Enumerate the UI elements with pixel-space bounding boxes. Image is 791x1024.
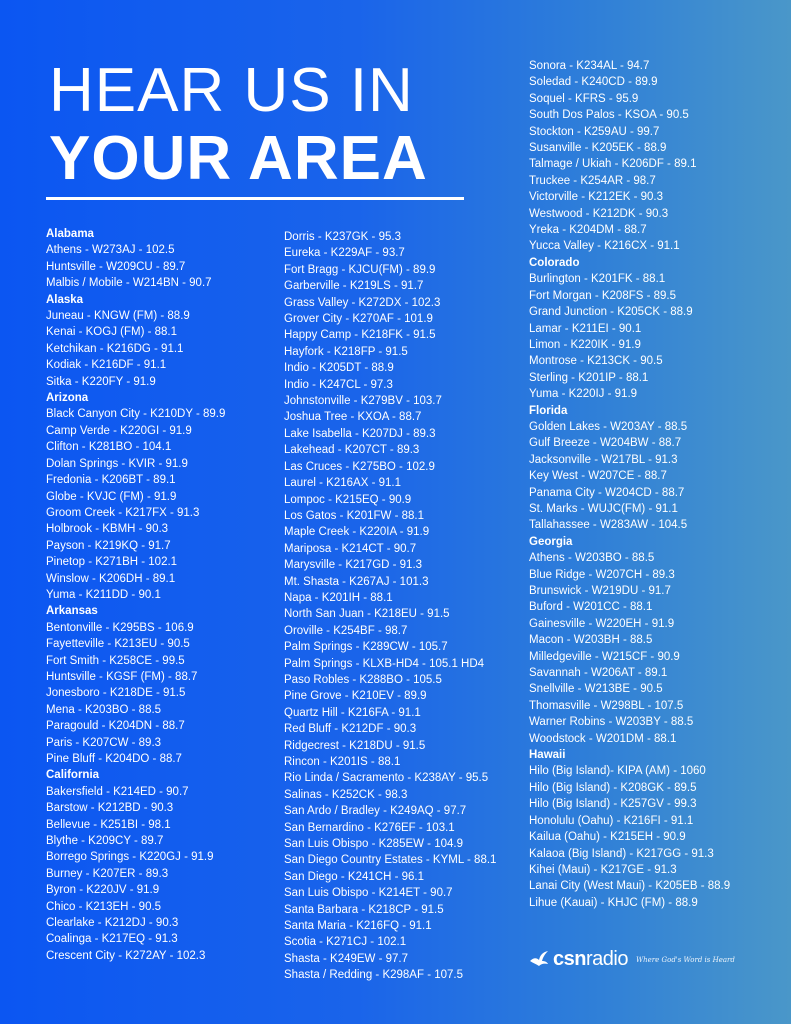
title-line-2: YOUR AREA: [49, 124, 428, 193]
station-listing: San Diego - K241CH - 96.1: [284, 870, 424, 883]
station-listing: Tallahassee - W283AW - 104.5: [529, 519, 688, 532]
station-listing: Huntsville - W209CU - 89.7: [46, 260, 186, 273]
station-listing: Paragould - K204DN - 88.7: [46, 720, 185, 733]
station-listing: Sonora - K234AL - 94.7: [529, 60, 650, 72]
station-listing: Limon - K220IK - 91.9: [529, 338, 641, 351]
state-heading: Arkansas: [46, 605, 98, 618]
station-listing: Victorville - K212EK - 90.3: [529, 191, 664, 204]
station-listing: Athens - W203BO - 88.5: [529, 552, 655, 565]
page-title: [49, 56, 428, 193]
station-listing: Globe - KVJC (FM) - 91.9: [46, 490, 177, 503]
station-listing: Payson - K219KQ - 91.7: [46, 539, 171, 552]
station-listing: Las Cruces - K275BO - 102.9: [284, 460, 435, 473]
station-listing: Blythe - K209CY - 89.7: [46, 835, 164, 848]
station-listing: Quartz Hill - K216FA - 91.1: [284, 706, 421, 719]
station-listing: Huntsville - KGSF (FM) - 88.7: [46, 670, 198, 683]
station-listing: San Diego Country Estates - KYML - 88.1: [284, 854, 497, 867]
station-listing: Montrose - K213CK - 90.5: [529, 355, 663, 368]
station-listing: Fort Morgan - K208FS - 89.5: [529, 289, 677, 302]
station-listing: Blue Ridge - W207CH - 89.3: [529, 568, 675, 581]
station-listing: Winslow - K206DH - 89.1: [46, 572, 176, 585]
station-listing: Santa Maria - K216FQ - 91.1: [284, 920, 432, 933]
station-listing: Lompoc - K215EQ - 90.9: [284, 493, 412, 506]
station-listing: Crescent City - K272AY - 102.3: [46, 949, 206, 962]
station-listing: Pinetop - K271BH - 102.1: [46, 556, 178, 569]
station-listing: Rincon - K201IS - 88.1: [284, 756, 401, 768]
station-listing: Yucca Valley - K216CX - 91.1: [529, 240, 680, 253]
state-heading: Florida: [529, 404, 568, 417]
title-line-1: HEAR US IN: [49, 56, 414, 125]
station-listing: Mt. Shasta - K267AJ - 101.3: [284, 575, 429, 588]
state-heading: Alaska: [46, 293, 84, 306]
station-listing: Westwood - K212DK - 90.3: [529, 207, 669, 220]
station-listing: Palm Springs - K289CW - 105.7: [284, 641, 448, 654]
station-listing: Sitka - K220FY - 91.9: [46, 375, 156, 388]
station-listing: Napa - K201IH - 88.1: [284, 591, 393, 604]
state-heading: Arizona: [46, 392, 89, 405]
station-listing: Grover City - K270AF - 101.9: [284, 313, 433, 326]
station-listing: Golden Lakes - W203AY - 88.5: [529, 420, 688, 433]
station-listing: Happy Camp - K218FK - 91.5: [284, 329, 436, 342]
state-heading: California: [46, 769, 100, 782]
station-listing: Panama City - W204CD - 88.7: [529, 486, 685, 499]
station-column-3: [529, 58, 730, 911]
station-listing: Jacksonville - W217BL - 91.3: [529, 453, 678, 466]
dove-icon: [528, 949, 550, 971]
station-listing: Jonesboro - K218DE - 91.5: [46, 687, 186, 700]
station-listing: Garberville - K219LS - 91.7: [284, 280, 424, 293]
station-listing: Ketchikan - K216DG - 91.1: [46, 342, 184, 355]
station-listing: Clearlake - K212DJ - 90.3: [46, 917, 179, 930]
station-listing: Kihei (Maui) - K217GE - 91.3: [529, 863, 677, 876]
station-listing: St. Marks - WUJC(FM) - 91.1: [529, 502, 678, 515]
station-listing: Holbrook - KBMH - 90.3: [46, 523, 169, 536]
station-listing: Shasta - K249EW - 97.7: [284, 952, 409, 965]
station-listing: Lanai City (West Maui) - K205EB - 88.9: [529, 880, 731, 893]
station-listing: Hayfork - K218FP - 91.5: [284, 345, 408, 358]
station-listing: Lamar - K211EI - 90.1: [529, 322, 642, 335]
station-listing: Groom Creek - K217FX - 91.3: [46, 506, 200, 519]
station-listing: Lakehead - K207CT - 89.3: [284, 444, 420, 457]
station-listing: Fredonia - K206BT - 89.1: [46, 474, 176, 487]
station-listing: South Dos Palos - KSOA - 90.5: [529, 109, 689, 122]
station-listing: Woodstock - W201DM - 88.1: [529, 732, 677, 745]
station-listing: Black Canyon City - K210DY - 89.9: [46, 408, 226, 421]
logo-wordmark: [553, 948, 628, 971]
station-listing: Paris - K207CW - 89.3: [46, 736, 162, 749]
station-listing: Kailua (Oahu) - K215EH - 90.9: [529, 831, 686, 844]
state-heading: Hawaii: [529, 749, 566, 762]
station-listing: Truckee - K254AR - 98.7: [529, 174, 656, 187]
station-listing: Palm Springs - KLXB-HD4 - 105.1 HD4: [284, 657, 485, 670]
station-listing: Joshua Tree - KXOA - 88.7: [284, 411, 422, 424]
station-listing: Gainesville - W220EH - 91.9: [529, 617, 675, 630]
station-listing: Bellevue - K251BI - 98.1: [46, 818, 171, 831]
station-listing: Bentonville - K295BS - 106.9: [46, 621, 194, 634]
station-listing: San Luis Obispo - K285EW - 104.9: [284, 838, 463, 851]
station-listing: Warner Robins - W203BY - 88.5: [529, 716, 694, 729]
station-listing: Burney - K207ER - 89.3: [46, 867, 169, 880]
station-listing: Ridgecrest - K218DU - 91.5: [284, 739, 426, 752]
station-listing: Oroville - K254BF - 98.7: [284, 624, 408, 637]
station-listing: Thomasville - W298BL - 107.5: [529, 699, 684, 712]
station-listing: Soledad - K240CD - 89.9: [529, 76, 658, 89]
station-listing: Kenai - KOGJ (FM) - 88.1: [46, 326, 178, 339]
station-listing: Gulf Breeze - W204BW - 88.7: [529, 437, 682, 450]
station-listing: Laurel - K216AX - 91.1: [284, 477, 401, 490]
station-listing: Savannah - W206AT - 89.1: [529, 667, 668, 680]
station-listing: Grand Junction - K205CK - 88.9: [529, 306, 693, 319]
station-listing: Scotia - K271CJ - 102.1: [284, 936, 407, 949]
station-listing: Coalinga - K217EQ - 91.3: [46, 933, 178, 946]
station-listing: North San Juan - K218EU - 91.5: [284, 608, 450, 621]
logo-brand-bold: csn: [553, 948, 586, 970]
state-heading: Georgia: [529, 535, 573, 548]
station-listing: Kodiak - K216DF - 91.1: [46, 359, 167, 372]
station-listing: Pine Bluff - K204DO - 88.7: [46, 753, 182, 765]
station-listing: Malbis / Mobile - W214BN - 90.7: [46, 277, 212, 290]
station-listing: Kalaoa (Big Island) - K217GG - 91.3: [529, 847, 714, 860]
station-listing: Mena - K203BO - 88.5: [46, 703, 162, 716]
station-listing: Clifton - K281BO - 104.1: [46, 441, 172, 454]
logo-brand-light: radio: [585, 948, 628, 970]
station-listing: Indio - K205DT - 88.9: [284, 362, 394, 375]
station-listing: Rio Linda / Sacramento - K238AY - 95.5: [284, 772, 489, 785]
station-listing: Burlington - K201FK - 88.1: [529, 273, 666, 286]
station-listing: San Luis Obispo - K214ET - 90.7: [284, 887, 453, 900]
station-listing: Hilo (Big Island)- KIPA (AM) - 1060: [529, 765, 706, 778]
station-listing: Macon - W203BH - 88.5: [529, 634, 653, 647]
station-column-1: [46, 226, 225, 964]
station-listing: Dolan Springs - KVIR - 91.9: [46, 457, 188, 470]
station-listing: Fort Bragg - KJCU(FM) - 89.9: [284, 263, 436, 276]
station-listing: Sterling - K201IP - 88.1: [529, 371, 649, 384]
station-listing: Indio - K247CL - 97.3: [284, 378, 393, 391]
station-listing: Byron - K220JV - 91.9: [46, 884, 160, 897]
station-listing: Yuma - K211DD - 90.1: [46, 588, 161, 601]
station-listing: Paso Robles - K288BO - 105.5: [284, 673, 442, 686]
station-listing: Marysville - K217GD - 91.3: [284, 559, 423, 572]
logo-tagline: Where God's Word is Heard: [635, 955, 735, 964]
title-divider: [46, 197, 464, 200]
station-listing: Pine Grove - K210EV - 89.9: [284, 690, 427, 703]
station-listing: Milledgeville - W215CF - 90.9: [529, 650, 680, 663]
station-listing: San Bernardino - K276EF - 103.1: [284, 821, 455, 834]
station-listing: Athens - W273AJ - 102.5: [46, 244, 175, 257]
station-listing: Mariposa - K214CT - 90.7: [284, 542, 417, 555]
station-column-2: [284, 229, 496, 984]
csn-radio-logo: [528, 948, 735, 971]
station-listing: Lihue (Kauai) - KHJC (FM) - 88.9: [529, 896, 698, 909]
station-listing: San Ardo / Bradley - K249AQ - 97.7: [284, 805, 467, 818]
station-listing: Yreka - K204DM - 88.7: [529, 224, 647, 237]
station-listing: Santa Barbara - K218CP - 91.5: [284, 903, 444, 916]
station-listing: Soquel - KFRS - 95.9: [529, 92, 639, 105]
station-listing: Fort Smith - K258CE - 99.5: [46, 654, 185, 667]
station-listing: Camp Verde - K220GI - 91.9: [46, 424, 192, 437]
station-listing: Talmage / Ukiah - K206DF - 89.1: [529, 158, 697, 171]
station-listing: Buford - W201CC - 88.1: [529, 601, 653, 614]
station-listing: Fayetteville - K213EU - 90.5: [46, 638, 190, 651]
station-listing: Hilo (Big Island) - K257GV - 99.3: [529, 798, 697, 811]
station-listing: Dorris - K237GK - 95.3: [284, 231, 401, 243]
station-listing: Salinas - K252CK - 98.3: [284, 788, 408, 801]
station-listing: Bakersfield - K214ED - 90.7: [46, 785, 189, 798]
station-listing: Eureka - K229AF - 93.7: [284, 247, 405, 260]
station-listing: Grass Valley - K272DX - 102.3: [284, 296, 441, 309]
station-listing: Johnstonville - K279BV - 103.7: [284, 395, 442, 408]
station-listing: Snellville - W213BE - 90.5: [529, 683, 663, 696]
station-listing: Hilo (Big Island) - K208GK - 89.5: [529, 781, 697, 794]
station-listing: Los Gatos - K201FW - 88.1: [284, 509, 424, 522]
station-listing: Key West - W207CE - 88.7: [529, 470, 667, 483]
station-listing: Stockton - K259AU - 99.7: [529, 125, 660, 138]
station-listing: Shasta / Redding - K298AF - 107.5: [284, 969, 463, 982]
station-listing: Maple Creek - K220IA - 91.9: [284, 526, 430, 539]
state-heading: Alabama: [46, 228, 94, 240]
station-listing: Chico - K213EH - 90.5: [46, 900, 162, 913]
station-listing: Borrego Springs - K220GJ - 91.9: [46, 851, 214, 864]
station-listing: Susanville - K205EK - 88.9: [529, 142, 667, 155]
station-listing: Red Bluff - K212DF - 90.3: [284, 723, 417, 736]
station-listing: Juneau - KNGW (FM) - 88.9: [46, 310, 190, 323]
station-listing: Barstow - K212BD - 90.3: [46, 802, 174, 815]
station-listing: Honolulu (Oahu) - K216FI - 91.1: [529, 814, 694, 827]
station-listing: Brunswick - W219DU - 91.7: [529, 585, 671, 597]
state-heading: Colorado: [529, 256, 580, 269]
station-listing: Lake Isabella - K207DJ - 89.3: [284, 427, 436, 440]
station-listing: Yuma - K220IJ - 91.9: [529, 388, 638, 401]
